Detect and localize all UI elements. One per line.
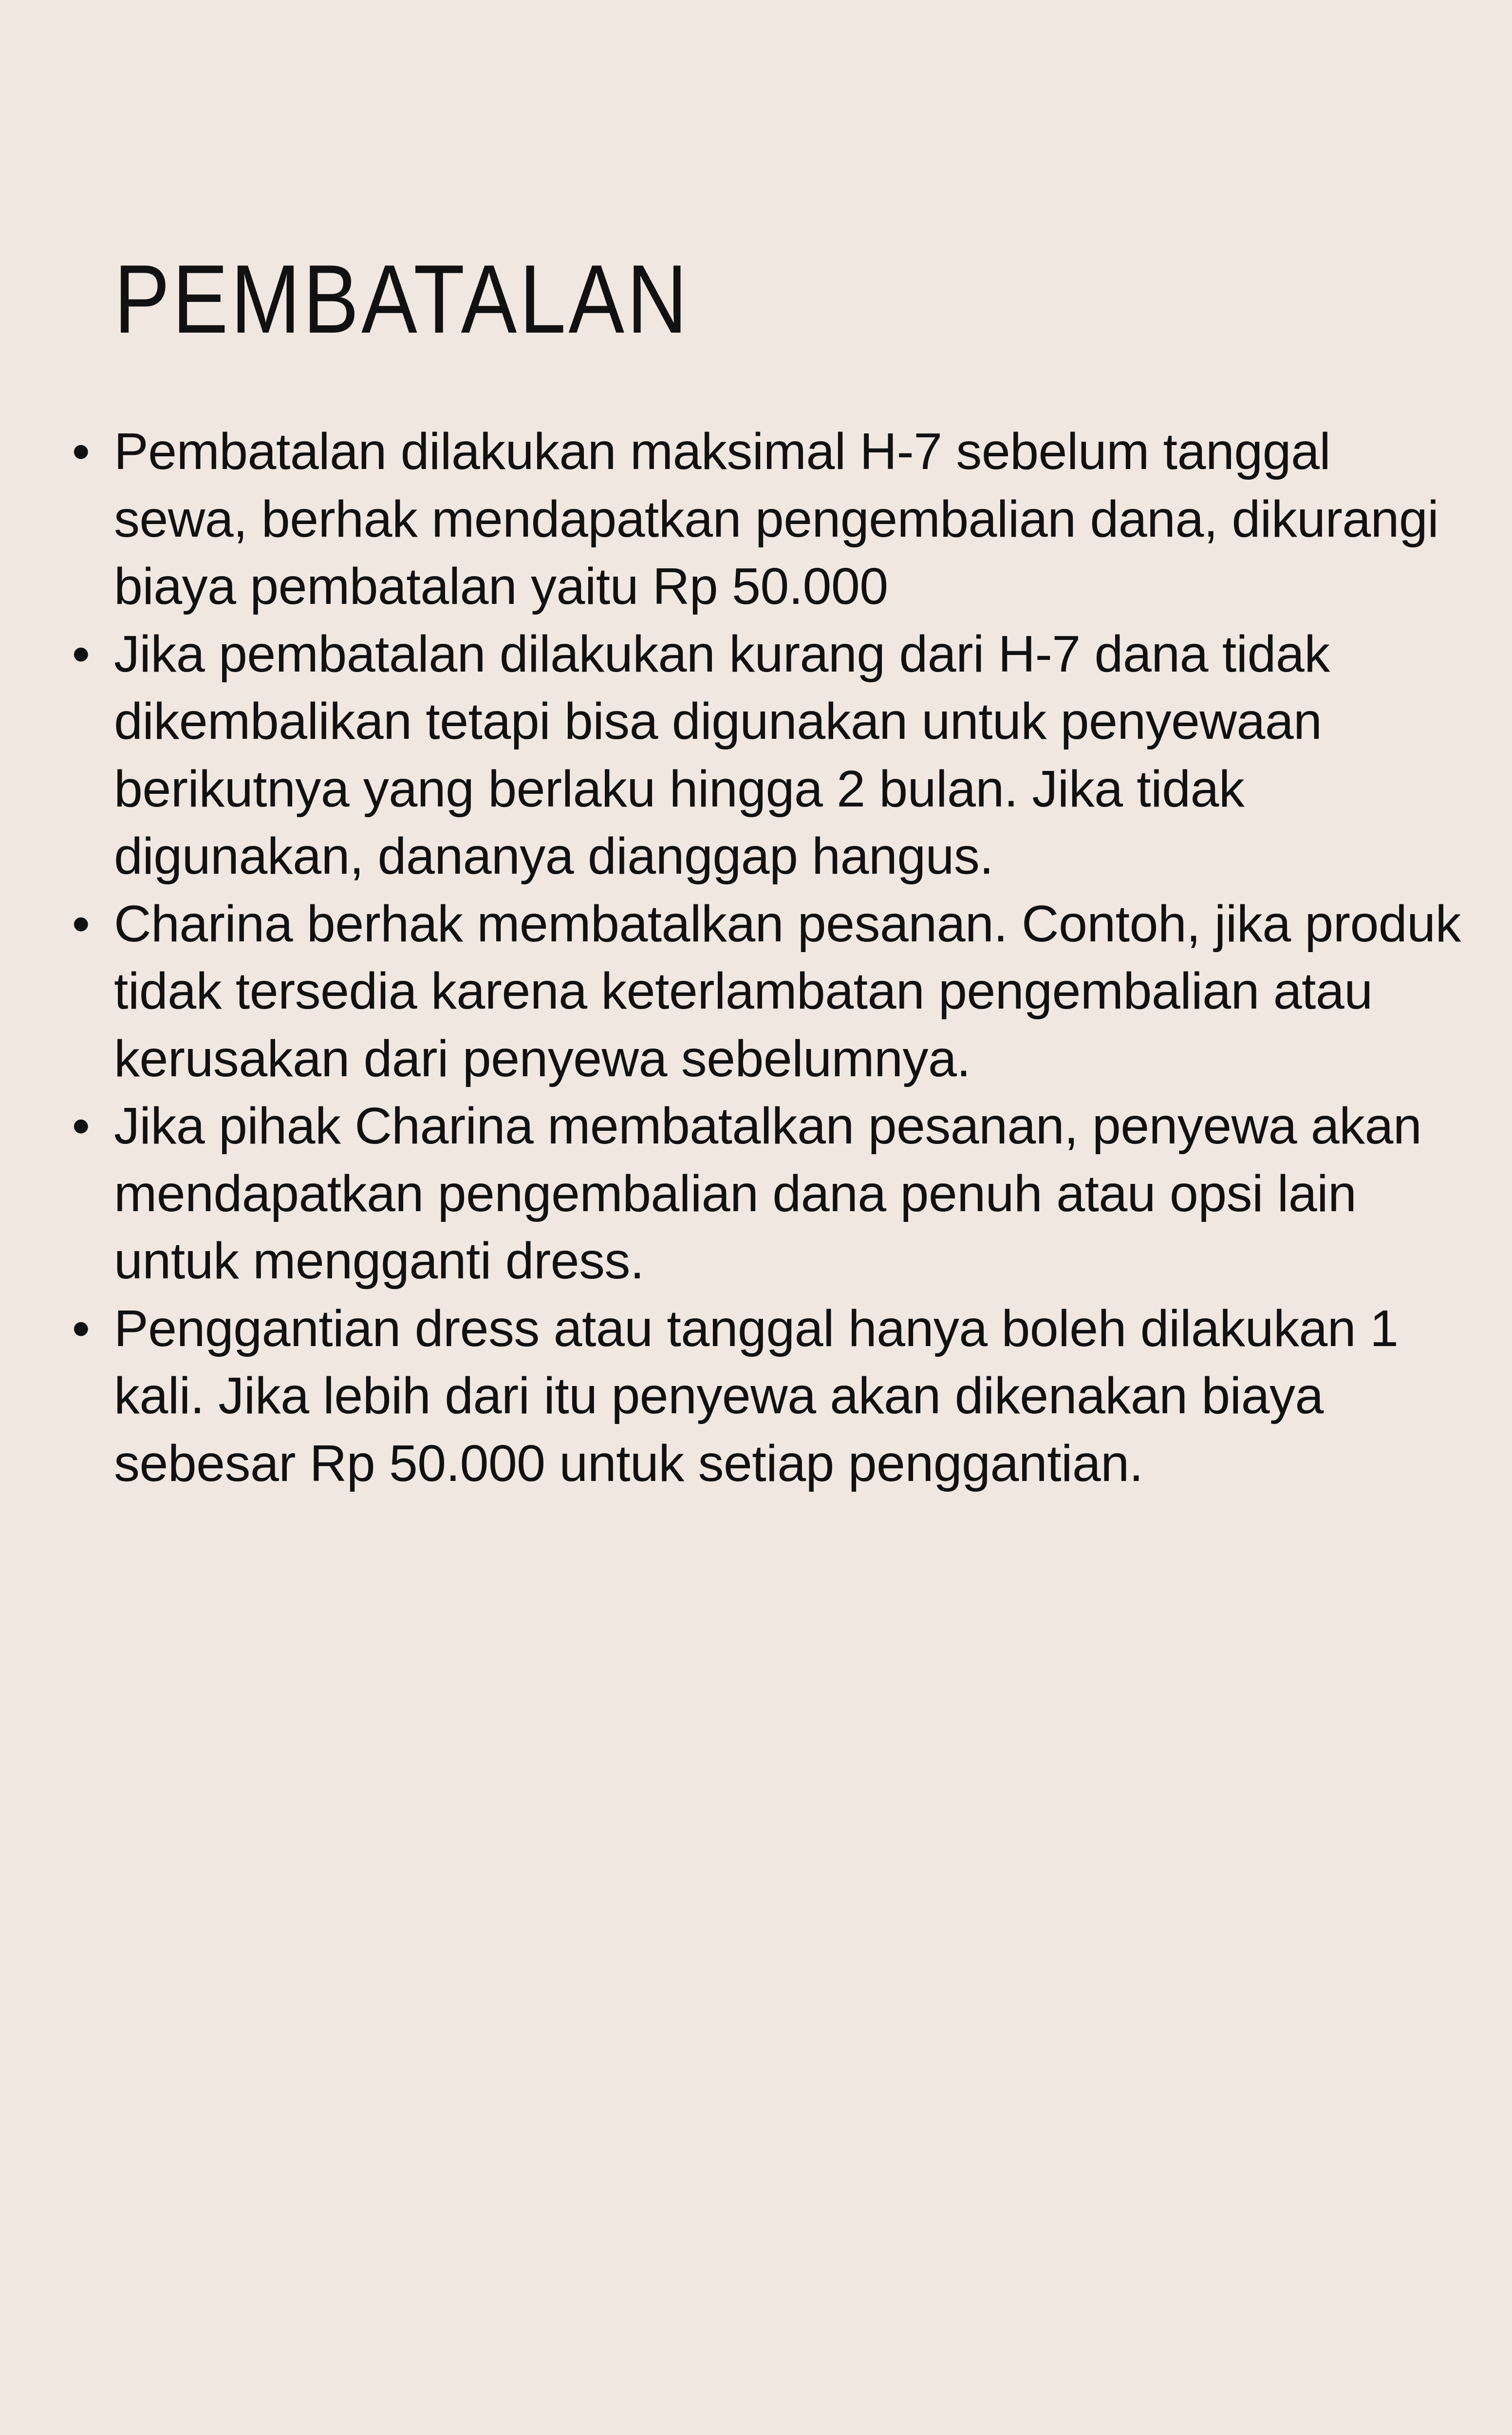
list-item-line: digunakan, dananya dianggap hangus. <box>114 827 994 885</box>
list-item-line: mendapatkan pengembalian dana penuh atau opsi lain <box>114 1164 1357 1222</box>
list-item-line: kerusakan dari penyewa sebelumnya. <box>114 1030 971 1087</box>
list-item-line: Jika pihak Charina membatalkan pesanan, penyewa akan <box>114 1097 1422 1155</box>
bullet-icon: • <box>72 1299 90 1357</box>
list-item <box>72 620 1487 890</box>
list-item <box>72 1295 1487 1498</box>
list-item-line: Jika pembatalan dilakukan kurang dari H-7 dana tidak <box>114 625 1330 683</box>
list-item-line: sewa, berhak mendapatkan pengembalian dana, dikurangi <box>114 490 1439 548</box>
list-item-line: Penggantian dress atau tanggal hanya boleh dilakukan 1 <box>114 1299 1399 1357</box>
list-item <box>72 418 1487 620</box>
bullet-icon: • <box>72 625 90 683</box>
cancellation-policy-list <box>72 418 1487 1497</box>
list-item-line: biaya pembatalan yaitu Rp 50.000 <box>114 558 888 615</box>
list-item-line: dikembalikan tetapi bisa digunakan untuk penyewaan <box>114 693 1322 750</box>
list-item-line: kali. Jika lebih dari itu penyewa akan dikenakan biaya <box>114 1367 1324 1424</box>
list-item-line: Charina berhak membatalkan pesanan. Contoh, jika produk <box>114 895 1461 953</box>
bullet-icon: • <box>72 895 90 953</box>
list-item-line: sebesar Rp 50.000 untuk setiap penggantian. <box>114 1434 1143 1492</box>
list-item <box>72 1092 1487 1295</box>
list-item-line: untuk mengganti dress. <box>114 1232 644 1290</box>
list-item-line: tidak tersedia karena keterlambatan pengembalian atau <box>114 962 1373 1020</box>
list-item <box>72 890 1487 1093</box>
bullet-icon: • <box>72 1097 90 1155</box>
list-item-line: berikutnya yang berlaku hingga 2 bulan. Jika tidak <box>114 760 1245 818</box>
bullet-icon: • <box>72 423 90 480</box>
page-title: PEMBATALAN <box>114 245 690 354</box>
list-item-line: Pembatalan dilakukan maksimal H-7 sebelum tanggal <box>114 423 1331 480</box>
